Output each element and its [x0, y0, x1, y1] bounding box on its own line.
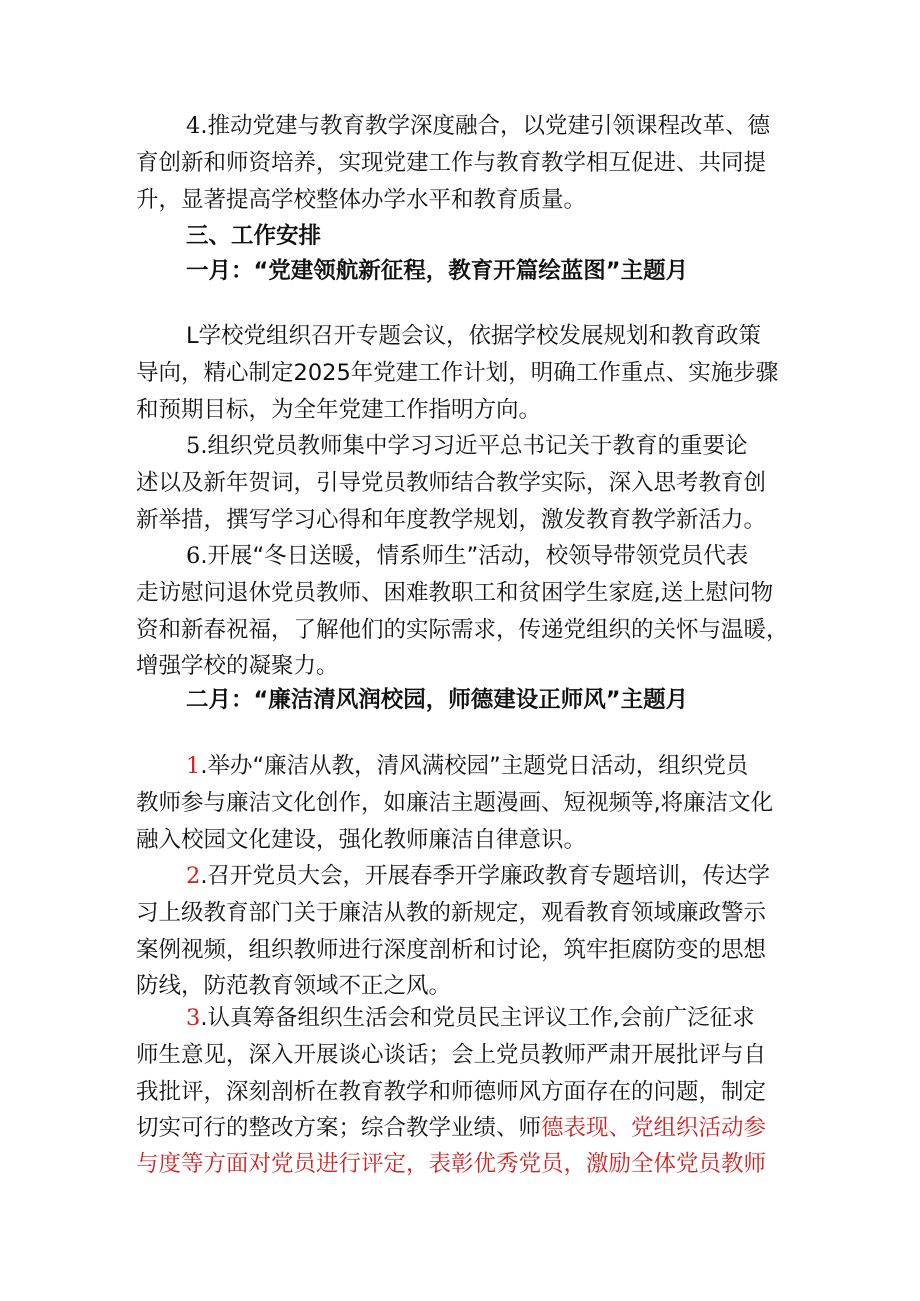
paragraph-6-line-4: 增强学校的凝聚力。 [136, 653, 339, 679]
paragraph-6-line-1: 6.开展“冬日送暖，情系师生”活动，校领导带领党员代表 [186, 543, 749, 569]
paragraph-6-line-3: 资和新春祝福，了解他们的实际需求，传递党组织的关怀与温暖， [136, 617, 789, 643]
item-2-line-4: 防线，防范教育领域不正之风。 [136, 973, 452, 999]
month-heading-february: 二月：“廉洁清风润校园，师德建设正师风”主题月 [186, 687, 689, 713]
item-3-line-4: 切实可行的整改方案；综合教学业绩、师德表现、党组织活动参 [136, 1115, 767, 1141]
item-2-line-3: 案例视频，组织教师进行深度剖析和讨论，筑牢拒腐防变的思想 [136, 937, 767, 963]
paragraph-4-line-1: 4.推动党建与教育教学深度融合，以党建引领课程改革、德 [186, 113, 770, 139]
paragraph-5-line-3: 新举措，撰写学习心得和年度教学规划，激发教育教学新活力。 [136, 507, 767, 533]
item-3-line-1: 3.认真筹备组织生活会和党员民主评议工作,会前广泛征求 [186, 1005, 755, 1031]
highlighted-text: 德表现、党组织活动参 [541, 1115, 767, 1141]
item-number: 4 [186, 113, 201, 139]
item-2-line-2: 习上级教育部门关于廉洁从教的新规定，观看教育领域廉政警示 [136, 900, 767, 926]
paragraph-5-line-1: 5.组织党员教师集中学习习近平总书记关于教育的重要论 [186, 433, 748, 459]
item-3-line-5: 与度等方面对党员进行评定，表彰优秀党员，激励全体党员教师 [136, 1151, 767, 1177]
month-heading-january: 一月：“党建领航新征程，教育开篇绘蓝图”主题月 [186, 258, 689, 284]
item-number: 2 [186, 863, 201, 889]
item-1-line-2: 教师参与廉洁文化创作，如廉洁主题漫画、短视频等,将廉洁文化 [136, 790, 774, 816]
item-2-line-1: 2.召开党员大会，开展春季开学廉政教育专题培训，传达学 [186, 863, 770, 889]
item-number: 5 [186, 433, 201, 459]
item-number: 3 [186, 1005, 201, 1031]
paragraph-l-line-3: 和预期目标，为全年党建工作指明方向。 [136, 397, 542, 423]
item-1-line-1: 1.举办“廉洁从教，清风满校园”主题党日活动，组织党员 [186, 753, 749, 779]
item-1-line-3: 融入校园文化建设，强化教师廉洁自律意识。 [136, 827, 587, 853]
paragraph-l-line-1: L学校党组织召开专题会议，依据学校发展规划和教育政策 [186, 323, 762, 349]
item-number: 6 [186, 543, 201, 569]
paragraph-4-line-3: 升，显著提高学校整体办学水平和教育质量。 [136, 187, 587, 213]
paragraph-5-line-2: 述以及新年贺词，引导党员教师结合教学实际，深入思考教育创 [136, 470, 767, 496]
section-heading: 三、工作安排 [186, 223, 322, 249]
item-3-line-2: 师生意见，深入开展谈心谈话；会上党员教师严肃开展批评与自 [136, 1042, 767, 1068]
paragraph-6-line-2: 走访慰问退休党员教师、困难教职工和贫困学生家庭,送上慰问物 [136, 580, 774, 606]
item-number: 1 [186, 753, 201, 779]
paragraph-4-line-2: 育创新和师资培养，实现党建工作与教育教学相互促进、共同提 [136, 150, 767, 176]
item-3-line-3: 我批评，深刻剖析在教育教学和师德师风方面存在的问题，制定 [136, 1079, 767, 1105]
paragraph-l-line-2: 导向，精心制定2025年党建工作计划，明确工作重点、实施步骤 [136, 360, 779, 386]
